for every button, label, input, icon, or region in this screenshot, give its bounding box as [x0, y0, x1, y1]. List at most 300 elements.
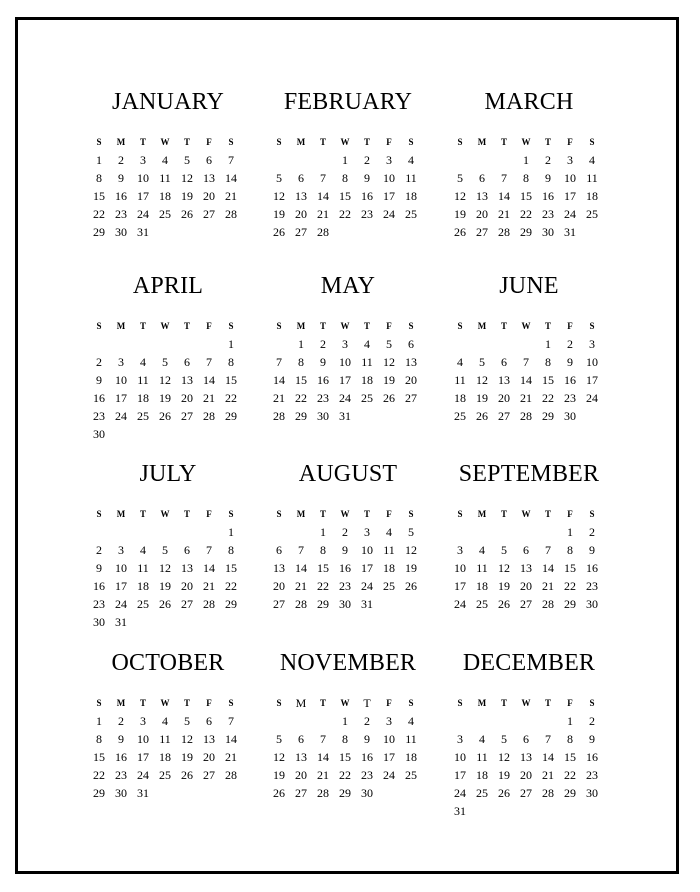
- day-cell: 30: [586, 786, 598, 800]
- day-cell: 6: [206, 153, 212, 167]
- day-cell: 29: [93, 225, 105, 239]
- weekday-header: W: [340, 698, 350, 708]
- day-cell: 9: [118, 171, 124, 185]
- day-cell: 13: [273, 561, 285, 575]
- day-cell: 4: [140, 543, 146, 557]
- day-cell: 18: [159, 189, 171, 203]
- day-cell: 23: [93, 597, 105, 611]
- weekday-header: M: [296, 137, 306, 147]
- day-cell: 27: [203, 768, 215, 782]
- day-cell: 1: [228, 525, 234, 539]
- day-cell: 29: [564, 786, 576, 800]
- day-cell: 29: [225, 409, 237, 423]
- day-cell: 1: [298, 337, 304, 351]
- day-cell: 18: [586, 189, 598, 203]
- day-cell: 9: [567, 355, 573, 369]
- day-cell: 17: [383, 189, 395, 203]
- weekday-header: W: [521, 509, 531, 519]
- day-cell: 6: [184, 543, 190, 557]
- day-cell: 31: [137, 786, 149, 800]
- day-cell: 2: [364, 714, 370, 728]
- weekday-header: T: [183, 509, 190, 519]
- day-cell: 20: [273, 579, 285, 593]
- weekday-header: F: [567, 509, 573, 519]
- day-cell: 24: [454, 597, 466, 611]
- day-cell: 10: [454, 750, 466, 764]
- day-cell: 15: [225, 561, 237, 575]
- day-cell: 3: [457, 732, 463, 746]
- day-cell: 28: [498, 225, 510, 239]
- day-cell: 14: [317, 189, 329, 203]
- weekday-header: S: [408, 698, 414, 708]
- day-cell: 26: [273, 225, 285, 239]
- day-cell: 23: [361, 207, 373, 221]
- day-cell: 5: [479, 355, 485, 369]
- day-cell: 14: [295, 561, 307, 575]
- day-cell: 24: [115, 409, 127, 423]
- day-cell: 30: [93, 427, 105, 441]
- day-cell: 12: [498, 561, 510, 575]
- day-cell: 14: [498, 189, 510, 203]
- day-cell: 31: [454, 804, 466, 818]
- day-cell: 7: [320, 171, 326, 185]
- weekday-header: T: [139, 698, 146, 708]
- day-cell: 24: [361, 579, 373, 593]
- day-cell: 7: [501, 171, 507, 185]
- day-cell: 28: [520, 409, 532, 423]
- day-cell: 23: [586, 579, 598, 593]
- day-cell: 8: [545, 355, 551, 369]
- day-cell: 11: [137, 373, 149, 387]
- day-cell: 7: [206, 355, 212, 369]
- day-cell: 1: [228, 337, 234, 351]
- day-cell: 3: [342, 337, 348, 351]
- day-cell: 22: [93, 207, 105, 221]
- day-cell: 16: [586, 561, 598, 575]
- day-cell: 14: [203, 561, 215, 575]
- day-cell: 5: [162, 355, 168, 369]
- day-cell: 16: [361, 750, 373, 764]
- day-cell: 2: [320, 337, 326, 351]
- day-cell: 8: [228, 543, 234, 557]
- weekday-header: W: [160, 321, 170, 331]
- weekday-header: M: [116, 321, 126, 331]
- weekday-header: T: [544, 321, 551, 331]
- weekday-header: F: [206, 509, 212, 519]
- day-cell: 19: [273, 768, 285, 782]
- day-cell: 7: [320, 732, 326, 746]
- day-cell: 3: [364, 525, 370, 539]
- day-cell: 25: [405, 207, 417, 221]
- weekday-header: S: [408, 509, 414, 519]
- weekday-header: S: [408, 137, 414, 147]
- day-cell: 4: [457, 355, 463, 369]
- day-cell: 2: [96, 355, 102, 369]
- day-cell: 13: [498, 373, 510, 387]
- day-cell: 15: [339, 189, 351, 203]
- day-cell: 9: [589, 732, 595, 746]
- weekday-header: T: [500, 321, 507, 331]
- day-cell: 3: [567, 153, 573, 167]
- day-cell: 15: [564, 561, 576, 575]
- day-cell: 20: [203, 750, 215, 764]
- day-cell: 18: [159, 750, 171, 764]
- weekday-header: T: [544, 698, 551, 708]
- day-cell: 15: [295, 373, 307, 387]
- weekday-header: T: [319, 509, 326, 519]
- weekday-header: M: [477, 321, 487, 331]
- day-cell: 17: [454, 579, 466, 593]
- day-cell: 27: [295, 786, 307, 800]
- day-cell: 30: [115, 786, 127, 800]
- day-cell: 30: [93, 615, 105, 629]
- day-cell: 25: [383, 579, 395, 593]
- day-cell: 9: [364, 171, 370, 185]
- weekday-header: W: [521, 321, 531, 331]
- day-cell: 17: [137, 189, 149, 203]
- day-cell: 14: [520, 373, 532, 387]
- weekday-header: T: [544, 509, 551, 519]
- weekday-header: S: [457, 321, 463, 331]
- weekday-header: W: [340, 509, 350, 519]
- day-cell: 5: [276, 732, 282, 746]
- day-cell: 5: [408, 525, 414, 539]
- day-cell: 16: [361, 189, 373, 203]
- weekday-header: F: [567, 137, 573, 147]
- day-cell: 13: [295, 750, 307, 764]
- weekday-header: S: [96, 137, 102, 147]
- day-cell: 12: [405, 543, 417, 557]
- day-cell: 14: [542, 750, 554, 764]
- weekday-header: S: [228, 321, 234, 331]
- day-cell: 20: [203, 189, 215, 203]
- weekday-header: S: [228, 137, 234, 147]
- weekday-header: W: [160, 698, 170, 708]
- day-cell: 25: [454, 409, 466, 423]
- weekday-header: T: [183, 321, 190, 331]
- day-cell: 25: [159, 768, 171, 782]
- day-cell: 31: [339, 409, 351, 423]
- day-cell: 10: [564, 171, 576, 185]
- day-cell: 10: [586, 355, 598, 369]
- day-cell: 3: [140, 714, 146, 728]
- day-cell: 28: [203, 597, 215, 611]
- day-cell: 8: [298, 355, 304, 369]
- day-cell: 27: [476, 225, 488, 239]
- month-name: MARCH: [484, 89, 574, 115]
- month-name: AUGUST: [298, 461, 398, 487]
- day-cell: 8: [96, 732, 102, 746]
- day-cell: 27: [203, 207, 215, 221]
- day-cell: 24: [564, 207, 576, 221]
- day-cell: 9: [342, 543, 348, 557]
- day-cell: 22: [225, 391, 237, 405]
- day-cell: 3: [118, 355, 124, 369]
- day-cell: 10: [137, 732, 149, 746]
- day-cell: 12: [454, 189, 466, 203]
- day-cell: 2: [545, 153, 551, 167]
- day-cell: 16: [317, 373, 329, 387]
- day-cell: 26: [405, 579, 417, 593]
- weekday-header: S: [228, 509, 234, 519]
- day-cell: 27: [273, 597, 285, 611]
- day-cell: 3: [386, 153, 392, 167]
- weekday-header: W: [521, 137, 531, 147]
- day-cell: 22: [520, 207, 532, 221]
- day-cell: 13: [203, 171, 215, 185]
- day-cell: 23: [115, 207, 127, 221]
- day-cell: 25: [361, 391, 373, 405]
- day-cell: 19: [498, 768, 510, 782]
- weekday-header: F: [206, 698, 212, 708]
- day-cell: 29: [339, 786, 351, 800]
- day-cell: 9: [364, 732, 370, 746]
- day-cell: 25: [476, 597, 488, 611]
- day-cell: 27: [498, 409, 510, 423]
- day-cell: 30: [542, 225, 554, 239]
- day-cell: 27: [181, 409, 193, 423]
- day-cell: 21: [273, 391, 285, 405]
- weekday-header: T: [319, 321, 326, 331]
- day-cell: 4: [140, 355, 146, 369]
- weekday-header: S: [276, 321, 282, 331]
- day-cell: 4: [408, 714, 414, 728]
- day-cell: 23: [542, 207, 554, 221]
- day-cell: 7: [206, 543, 212, 557]
- month-name: FEBRUARY: [283, 89, 413, 115]
- weekday-header: S: [589, 321, 595, 331]
- day-cell: 11: [361, 355, 373, 369]
- day-cell: 28: [203, 409, 215, 423]
- day-cell: 31: [361, 597, 373, 611]
- day-cell: 18: [361, 373, 373, 387]
- day-cell: 19: [405, 561, 417, 575]
- weekday-header: T: [500, 509, 507, 519]
- day-cell: 8: [567, 543, 573, 557]
- day-cell: 28: [225, 768, 237, 782]
- weekday-header: M: [477, 137, 487, 147]
- day-cell: 8: [567, 732, 573, 746]
- weekday-header: M: [477, 509, 487, 519]
- weekday-header: F: [206, 137, 212, 147]
- day-cell: 8: [342, 732, 348, 746]
- day-cell: 30: [586, 597, 598, 611]
- day-cell: 19: [476, 391, 488, 405]
- month-name: NOVEMBER: [279, 650, 417, 676]
- day-cell: 4: [386, 525, 392, 539]
- day-cell: 7: [523, 355, 529, 369]
- day-cell: 29: [225, 597, 237, 611]
- day-cell: 13: [476, 189, 488, 203]
- day-cell: 7: [228, 153, 234, 167]
- weekday-header: S: [96, 698, 102, 708]
- day-cell: 19: [454, 207, 466, 221]
- day-cell: 26: [476, 409, 488, 423]
- day-cell: 11: [405, 171, 417, 185]
- weekday-header: F: [567, 321, 573, 331]
- day-cell: 2: [589, 714, 595, 728]
- day-cell: 21: [203, 391, 215, 405]
- day-cell: 21: [542, 768, 554, 782]
- weekday-header: M: [116, 698, 126, 708]
- day-cell: 11: [405, 732, 417, 746]
- day-cell: 23: [115, 768, 127, 782]
- day-cell: 2: [118, 153, 124, 167]
- weekday-header: S: [228, 698, 234, 708]
- day-cell: 12: [181, 171, 193, 185]
- day-cell: 12: [273, 750, 285, 764]
- day-cell: 12: [181, 732, 193, 746]
- day-cell: 30: [317, 409, 329, 423]
- day-cell: 5: [162, 543, 168, 557]
- day-cell: 14: [225, 732, 237, 746]
- day-cell: 27: [181, 597, 193, 611]
- day-cell: 29: [317, 597, 329, 611]
- day-cell: 4: [479, 732, 485, 746]
- weekday-header: S: [457, 698, 463, 708]
- day-cell: 11: [586, 171, 598, 185]
- weekday-header: S: [589, 509, 595, 519]
- day-cell: 22: [339, 768, 351, 782]
- day-cell: 6: [276, 543, 282, 557]
- day-cell: 15: [542, 373, 554, 387]
- day-cell: 11: [159, 171, 171, 185]
- day-cell: 31: [137, 225, 149, 239]
- day-cell: 17: [115, 391, 127, 405]
- day-cell: 8: [96, 171, 102, 185]
- day-cell: 12: [159, 561, 171, 575]
- day-cell: 4: [479, 543, 485, 557]
- day-cell: 20: [520, 579, 532, 593]
- day-cell: 28: [317, 225, 329, 239]
- day-cell: 22: [295, 391, 307, 405]
- day-cell: 15: [339, 750, 351, 764]
- day-cell: 23: [586, 768, 598, 782]
- day-cell: 9: [96, 373, 102, 387]
- day-cell: 3: [386, 714, 392, 728]
- day-cell: 8: [523, 171, 529, 185]
- weekday-header: W: [160, 509, 170, 519]
- day-cell: 20: [181, 579, 193, 593]
- day-cell: 28: [317, 786, 329, 800]
- month-name: OCTOBER: [111, 650, 225, 676]
- weekday-header: M: [116, 509, 126, 519]
- day-cell: 10: [115, 561, 127, 575]
- day-cell: 26: [498, 786, 510, 800]
- day-cell: 29: [520, 225, 532, 239]
- month-name: MAY: [320, 273, 376, 299]
- day-cell: 24: [586, 391, 598, 405]
- weekday-header: F: [206, 321, 212, 331]
- day-cell: 14: [225, 171, 237, 185]
- weekday-header: W: [521, 698, 531, 708]
- day-cell: 17: [454, 768, 466, 782]
- day-cell: 14: [273, 373, 285, 387]
- weekday-header: T: [319, 137, 326, 147]
- weekday-header: S: [457, 137, 463, 147]
- day-cell: 9: [320, 355, 326, 369]
- day-cell: 11: [383, 543, 395, 557]
- day-cell: 4: [162, 153, 168, 167]
- day-cell: 18: [476, 579, 488, 593]
- day-cell: 17: [383, 750, 395, 764]
- day-cell: 28: [295, 597, 307, 611]
- day-cell: 25: [137, 409, 149, 423]
- day-cell: 27: [520, 786, 532, 800]
- day-cell: 22: [225, 579, 237, 593]
- day-cell: 26: [498, 597, 510, 611]
- day-cell: 15: [564, 750, 576, 764]
- day-cell: 2: [96, 543, 102, 557]
- day-cell: 5: [184, 153, 190, 167]
- day-cell: 27: [295, 225, 307, 239]
- month-name: SEPTEMBER: [458, 461, 600, 487]
- day-cell: 13: [520, 750, 532, 764]
- day-cell: 25: [159, 207, 171, 221]
- day-cell: 21: [317, 768, 329, 782]
- day-cell: 10: [137, 171, 149, 185]
- day-cell: 18: [405, 750, 417, 764]
- day-cell: 5: [457, 171, 463, 185]
- day-cell: 5: [501, 543, 507, 557]
- day-cell: 20: [476, 207, 488, 221]
- day-cell: 14: [203, 373, 215, 387]
- day-cell: 20: [520, 768, 532, 782]
- day-cell: 12: [476, 373, 488, 387]
- day-cell: 22: [542, 391, 554, 405]
- day-cell: 18: [405, 189, 417, 203]
- day-cell: 6: [523, 732, 529, 746]
- day-cell: 25: [586, 207, 598, 221]
- day-cell: 16: [542, 189, 554, 203]
- day-cell: 19: [383, 373, 395, 387]
- day-cell: 16: [115, 189, 127, 203]
- month-name: JUNE: [499, 273, 559, 299]
- weekday-header: S: [276, 698, 282, 708]
- day-cell: 21: [295, 579, 307, 593]
- day-cell: 1: [567, 525, 573, 539]
- day-cell: 21: [225, 189, 237, 203]
- day-cell: 7: [298, 543, 304, 557]
- day-cell: 31: [564, 225, 576, 239]
- day-cell: 31: [115, 615, 127, 629]
- day-cell: 28: [225, 207, 237, 221]
- day-cell: 8: [228, 355, 234, 369]
- day-cell: 17: [339, 373, 351, 387]
- weekday-header: F: [386, 321, 392, 331]
- day-cell: 6: [408, 337, 414, 351]
- day-cell: 26: [454, 225, 466, 239]
- day-cell: 26: [383, 391, 395, 405]
- day-cell: 20: [295, 768, 307, 782]
- day-cell: 13: [405, 355, 417, 369]
- weekday-header: M: [296, 509, 306, 519]
- day-cell: 8: [342, 171, 348, 185]
- weekday-header: W: [340, 321, 350, 331]
- day-cell: 3: [589, 337, 595, 351]
- day-cell: 17: [361, 561, 373, 575]
- day-cell: 7: [228, 714, 234, 728]
- weekday-header: T: [183, 137, 190, 147]
- day-cell: 16: [339, 561, 351, 575]
- day-cell: 26: [159, 409, 171, 423]
- day-cell: 9: [96, 561, 102, 575]
- day-cell: 16: [564, 373, 576, 387]
- day-cell: 22: [317, 579, 329, 593]
- day-cell: 1: [342, 714, 348, 728]
- day-cell: 6: [184, 355, 190, 369]
- weekday-header: T: [319, 698, 326, 708]
